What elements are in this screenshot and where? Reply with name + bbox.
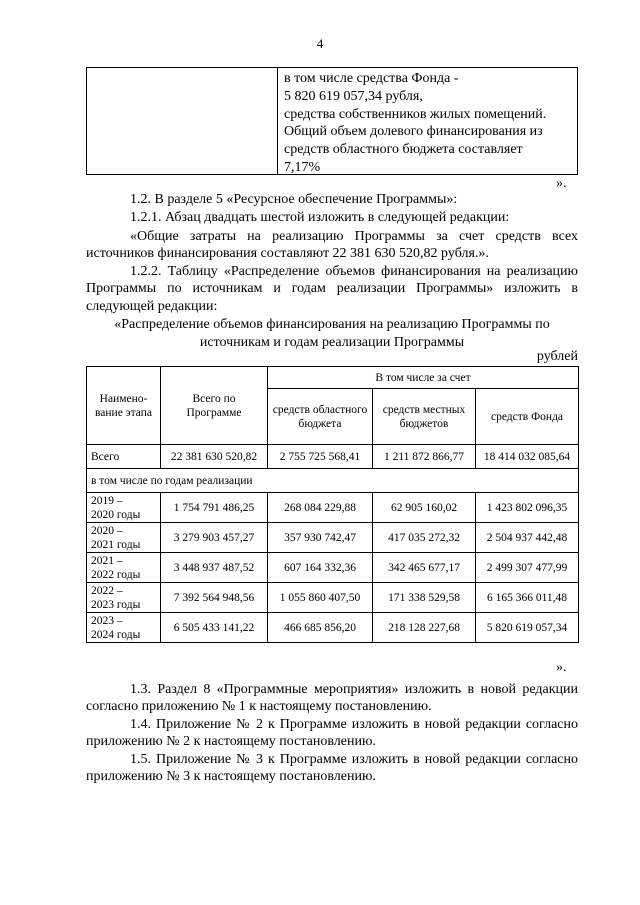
row-total: 6 505 433 141,22 xyxy=(161,613,268,643)
continuation-line: 7,17% xyxy=(284,159,321,175)
row-total: 7 392 564 948,56 xyxy=(161,583,268,613)
paragraph-1-5: 1.5. Приложение № 3 к Программе изложить в новой редакции согласно приложению № 3 к настоящему постановлению. xyxy=(86,752,578,785)
continuation-line: в том числе средства Фонда - xyxy=(284,71,459,86)
year-label: 2019 – 2020 годы xyxy=(87,493,161,523)
row-total: 3 279 903 457,27 xyxy=(161,523,268,553)
total-fund: 18 414 032 085,64 xyxy=(476,445,579,469)
header-stage: Наимено-вание этапа xyxy=(87,367,161,445)
row-local: 417 035 272,32 xyxy=(373,523,476,553)
row-regional: 1 055 860 407,50 xyxy=(268,583,373,613)
header-local: средств местных бюджетов xyxy=(373,389,476,445)
continuation-table-text-cell xyxy=(278,68,577,174)
continuation-table-empty-cell xyxy=(87,68,278,174)
row-local: 218 128 227,68 xyxy=(373,613,476,643)
closing-quote: ». xyxy=(556,176,567,191)
row-fund: 2 504 937 442,48 xyxy=(476,523,579,553)
row-regional: 357 930 742,47 xyxy=(268,523,373,553)
row-fund: 5 820 619 057,34 xyxy=(476,613,579,643)
header-regional: средств областного бюджета xyxy=(268,389,373,445)
header-group: В том числе за счет xyxy=(268,367,579,389)
total-regional: 2 755 725 568,41 xyxy=(268,445,373,469)
distribution-table xyxy=(86,366,579,643)
by-years-label: в том числе по годам реализации xyxy=(87,469,579,493)
year-label: 2022 – 2023 годы xyxy=(87,583,161,613)
row-regional: 607 164 332,36 xyxy=(268,553,373,583)
row-fund: 1 423 802 096,35 xyxy=(476,493,579,523)
continuation-line: 5 820 619 057,34 рубля, xyxy=(284,88,423,104)
year-label: 2021 – 2022 годы xyxy=(87,553,161,583)
total-value: 22 381 630 520,82 xyxy=(161,445,268,469)
paragraph-1-2-1: 1.2.1. Абзац двадцать шестой изложить в следующей редакции: xyxy=(130,210,510,225)
unit-label: рублей xyxy=(536,349,578,364)
total-local: 1 211 872 866,77 xyxy=(373,445,476,469)
closing-quote: ». xyxy=(556,660,567,675)
row-total: 1 754 791 486,25 xyxy=(161,493,268,523)
header-total: Всего по Программе xyxy=(161,367,268,445)
table-row xyxy=(87,523,579,553)
header-fund: средств Фонда xyxy=(476,389,579,445)
row-local: 342 465 677,17 xyxy=(373,553,476,583)
row-fund: 6 165 366 011,48 xyxy=(476,583,579,613)
paragraph-1-2-2: 1.2.2. Таблицу «Распределение объемов финансирования на реализацию Программы по источникам и годам реализации Программы» изложить в следующей редакции: xyxy=(86,264,578,314)
year-label: 2023 – 2024 годы xyxy=(87,613,161,643)
table-row xyxy=(87,583,579,613)
row-regional: 466 685 856,20 xyxy=(268,613,373,643)
continuation-table xyxy=(86,67,578,175)
continuation-line: Общий объем долевого финансирования из xyxy=(284,124,543,140)
year-label: 2020 – 2021 годы xyxy=(87,523,161,553)
page-number: 4 xyxy=(316,36,324,51)
continuation-line: средств областного бюджета составляет xyxy=(284,142,523,158)
table-heading: «Распределение объемов финансирования на реализацию Программы по источникам и годам реализации Программы xyxy=(114,317,550,350)
table-row xyxy=(87,613,579,643)
row-local: 171 338 529,58 xyxy=(373,583,476,613)
table-header-row xyxy=(87,367,579,389)
row-total: 3 448 937 487,52 xyxy=(161,553,268,583)
row-regional: 268 084 229,88 xyxy=(268,493,373,523)
table-row xyxy=(87,553,579,583)
continuation-line: средства собственников жилых помещений. xyxy=(284,106,547,122)
table-row xyxy=(87,493,579,523)
row-local: 62 905 160,02 xyxy=(373,493,476,523)
paragraph-1-4: 1.4. Приложение № 2 к Программе изложить в новой редакции согласно приложению № 2 к настоящему постановлению. xyxy=(86,717,578,750)
paragraph-1-3: 1.3. Раздел 8 «Программные мероприятия» изложить в новой редакции согласно приложению № 1 к настоящему постановлению. xyxy=(86,682,578,715)
total-label: Всего xyxy=(87,445,161,469)
row-fund: 2 499 307 477,99 xyxy=(476,553,579,583)
paragraph-1-2: 1.2. В разделе 5 «Ресурсное обеспечение Программы»: xyxy=(130,192,458,207)
table-row-by-years xyxy=(87,469,579,493)
table-row-total xyxy=(87,445,579,469)
paragraph-total-costs: «Общие затраты на реализацию Программы за счет средств всех источников финансирования составляют 22 381 630 520,82 рубля.». xyxy=(86,229,578,262)
